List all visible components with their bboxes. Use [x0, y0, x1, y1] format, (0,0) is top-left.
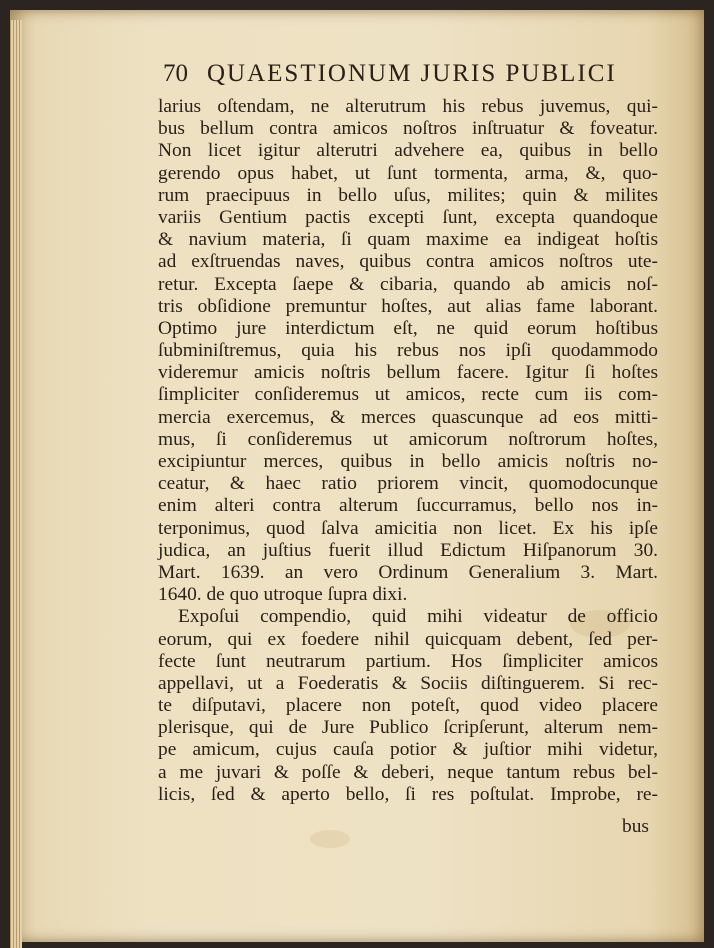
text-line: Optimo jure interdictum eſt, ne quid eorum hoſtibus	[158, 317, 658, 339]
text-line: ſimpliciter conſideremus ut amicos, recte cum iis com-	[158, 384, 658, 406]
text-line: Non licet igitur alterutri advehere ea, quibus in bello	[158, 140, 658, 162]
text-line: mus, ſi conſideremus ut amicorum noſtrorum hoſtes,	[158, 428, 658, 450]
text-line: 1640. de quo utroque ſupra dixi.	[158, 584, 408, 606]
paragraph-start-line: Expoſui compendio, quid mihi videatur de officio	[178, 606, 658, 628]
text-line: ad exſtruendas naves, quibus contra amicos noſtros ute-	[158, 251, 658, 273]
page-number: 70	[163, 60, 188, 87]
text-line: enim alteri contra alterum ſuccurramus, bello nos in-	[158, 495, 658, 517]
text-line: pe amicum, cujus cauſa potior & juſtior mihi videtur,	[158, 739, 658, 761]
text-line: variis Gentium pactis excepti ſunt, excepta quandoque	[158, 206, 658, 228]
catchword: bus	[622, 816, 649, 837]
text-line: licis, ſed & aperto bello, ſi res poſtulat. Improbe, re-	[158, 783, 658, 805]
text-line: tris obſidione premuntur hoſtes, aut alias fame laborant.	[158, 295, 658, 317]
running-title: QUAESTIONUM JURIS PUBLICI	[207, 60, 617, 87]
text-line: rum praecipuus in bello uſus, milites; quin & milites	[158, 184, 658, 206]
text-line: larius oſtendam, ne alterutrum his rebus juvemus, qui-	[158, 96, 658, 117]
text-line: plerisque, qui de Jure Publico ſcripſerunt, alterum nem-	[158, 717, 658, 739]
text-line: judica, an juſtius fuerit illud Edictum Hiſpanorum 30.	[158, 539, 658, 561]
text-line: videremur amicis noſtris bellum facere. Igitur ſi hoſtes	[158, 362, 658, 384]
text-line: a me juvari & poſſe & deberi, neque tantum rebus bel-	[158, 761, 658, 783]
foxing-stain	[310, 830, 350, 848]
text-line: Mart. 1639. an vero Ordinum Generalium 3. Mart.	[158, 561, 658, 583]
text-line: ceatur, & haec ratio priorem vincit, quomodocunque	[158, 473, 658, 495]
text-line: mercia exercemus, & merces quascunque ad eos mitti-	[158, 406, 658, 428]
text-line: retur. Excepta ſaepe & cibaria, quando ab amicis noſ-	[158, 273, 658, 295]
text-line: bus bellum contra amicos noſtros inſtruatur & foveatur.	[158, 118, 658, 140]
text-line: fecte ſunt neutrarum partium. Hos ſimpliciter amicos	[158, 650, 658, 672]
text-line: ſubminiſtremus, quia his rebus nos ipſi quodammodo	[158, 340, 658, 362]
page-edge	[10, 20, 22, 948]
text-line: terponimus, quod ſalva amicitia non licet. Ex his ipſe	[158, 517, 658, 539]
text-line: & navium materia, ſi quam maxime ea indigeat hoſtis	[158, 229, 658, 251]
text-line: te diſputavi, placere non poteſt, quod video placere	[158, 695, 658, 717]
text-line: appellavi, ut a Foederatis & Sociis diſtinguerem. Si rec-	[158, 672, 658, 694]
text-line: excipiuntur merces, quibus in bello amicis noſtris no-	[158, 451, 658, 472]
page-header	[163, 60, 653, 94]
text-line: eorum, qui ex foedere nihil quicquam debent, ſed per-	[158, 628, 658, 650]
text-line: gerendo opus habet, ut ſunt tormenta, arma, &, quo-	[158, 162, 658, 184]
body-text	[158, 96, 658, 806]
